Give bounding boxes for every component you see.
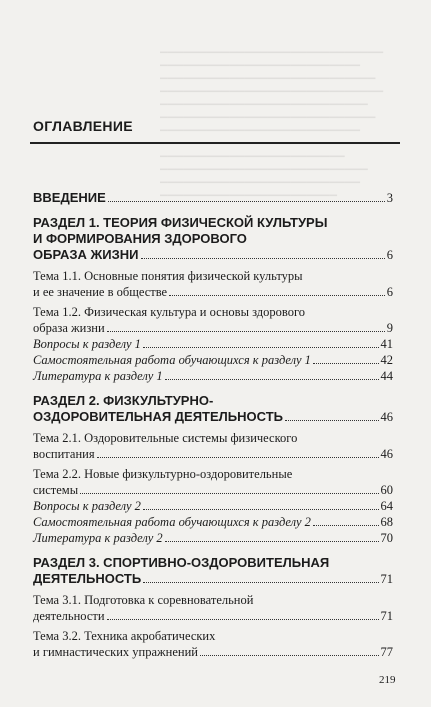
toc-entry — [33, 628, 393, 660]
toc-entry-page: 70 — [380, 531, 393, 545]
toc-entry-row — [33, 409, 393, 425]
toc-entry — [33, 352, 393, 368]
dot-leader — [143, 347, 379, 348]
toc-entry-title: ОЗДОРОВИТЕЛЬНАЯ ДЕЯТЕЛЬНОСТЬ — [33, 409, 283, 424]
toc-entry-title: и ее значение в обществе — [33, 285, 168, 299]
toc-entry-title: Литература к разделу 1 — [33, 369, 163, 383]
toc-entry-title: образа жизни — [33, 321, 105, 335]
toc-entry-row — [33, 571, 393, 587]
toc-entry-title: Самостоятельная работа обучающихся к разделу 1 — [33, 353, 311, 367]
toc-entry-line: Тема 2.1. Оздоровительные системы физического — [33, 431, 298, 445]
toc-entry-page: 71 — [380, 572, 393, 586]
toc-entry — [33, 268, 393, 300]
toc-entry-page: 68 — [380, 515, 393, 529]
toc-entry-line: И ФОРМИРОВАНИЯ ЗДОРОВОГО — [33, 231, 247, 246]
toc-entry-row — [33, 446, 393, 462]
toc-entry — [33, 368, 393, 384]
dot-leader — [169, 295, 385, 296]
toc-entry — [33, 466, 393, 498]
toc-entry-row — [33, 530, 393, 546]
toc-entry-line: РАЗДЕЛ 2. ФИЗКУЛЬТУРНО- — [33, 393, 214, 408]
toc-entry-page: 42 — [380, 353, 393, 367]
toc-entry-line: Тема 1.1. Основные понятия физической культуры — [33, 269, 303, 283]
toc-entry-line: Тема 1.2. Физическая культура и основы здорового — [33, 305, 306, 319]
toc-entry-row — [33, 608, 393, 624]
dot-leader — [143, 509, 379, 510]
toc-entry — [33, 514, 393, 530]
toc-entry — [33, 555, 393, 587]
toc-entry-page: 60 — [380, 483, 393, 497]
dot-leader — [165, 541, 379, 542]
toc-entry-title: Вопросы к разделу 2 — [33, 499, 141, 513]
toc-entry-line: Тема 2.2. Новые физкультурно-оздоровительные — [33, 467, 293, 481]
toc-entry-title: системы — [33, 483, 79, 497]
toc-entry-page: 9 — [386, 321, 393, 335]
toc-entry-page: 44 — [380, 369, 393, 383]
toc-entry-title: ОБРАЗА ЖИЗНИ — [33, 247, 139, 262]
show-through-text: ▔▔▔▔▔▔▔▔▔▔▔▔▔▔▔▔▔▔▔▔▔▔▔▔▔▔▔▔▔ ▔▔▔▔▔▔▔▔▔▔▔▔▔▔▔▔▔▔▔▔▔▔▔▔▔▔ ▔▔▔▔▔▔▔▔▔▔▔▔▔▔▔▔▔▔▔▔▔▔▔▔▔▔▔▔ ▔▔▔▔▔▔▔▔▔▔▔▔▔▔▔▔▔▔▔▔▔▔▔▔▔▔▔▔▔ ▔▔▔▔▔▔▔▔▔▔▔▔▔▔▔▔▔▔▔▔▔▔▔▔▔▔▔ ▔▔▔▔▔▔▔▔▔▔▔▔▔▔▔▔▔▔▔▔▔▔▔▔▔▔▔▔ ▔▔▔▔▔▔▔▔▔▔▔▔▔▔▔▔▔▔▔▔▔▔▔▔▔▔ ▔▔▔▔▔▔▔▔▔▔▔▔▔▔▔▔▔▔▔▔▔▔▔▔▔▔▔▔▔ ▔▔▔▔▔▔▔▔▔▔▔▔▔▔▔▔▔▔▔▔▔▔▔▔ ▔▔▔▔▔▔▔▔▔▔▔▔▔▔▔▔▔▔▔▔▔▔▔▔▔▔▔ ▔▔▔▔▔▔▔▔▔▔▔▔▔▔▔▔▔▔▔▔▔▔▔▔▔▔ ▔▔▔▔▔▔▔▔▔▔▔▔▔▔▔▔▔▔▔▔▔▔▔ — [160, 53, 384, 207]
toc-entry-title: ДЕЯТЕЛЬНОСТЬ — [33, 571, 142, 586]
dot-leader — [80, 493, 378, 494]
toc-entry-title: воспитания — [33, 447, 95, 461]
toc-entry-line: РАЗДЕЛ 1. ТЕОРИЯ ФИЗИЧЕСКОЙ КУЛЬТУРЫ — [33, 215, 328, 230]
toc-entry-row — [33, 284, 393, 300]
toc-entry-page: 64 — [380, 499, 393, 513]
toc-entry-row — [33, 352, 393, 368]
toc-entry-line: РАЗДЕЛ 3. СПОРТИВНО-ОЗДОРОВИТЕЛЬНАЯ — [33, 555, 330, 570]
dot-leader — [313, 363, 379, 364]
dot-leader — [313, 525, 379, 526]
dot-leader — [108, 201, 385, 202]
page-number: 219 — [379, 674, 396, 686]
toc-entry-page: 71 — [380, 609, 393, 623]
toc-entry-title: Самостоятельная работа обучающихся к разделу 2 — [33, 515, 311, 529]
page-title: ОГЛАВЛЕНИЕ — [33, 118, 133, 134]
toc-entry — [33, 592, 393, 624]
dot-leader — [107, 331, 385, 332]
toc-entry-page: 41 — [380, 337, 393, 351]
toc-entry-row — [33, 247, 393, 263]
dot-leader — [97, 457, 379, 458]
toc-entry-row — [33, 644, 393, 660]
toc-entry-row — [33, 190, 393, 206]
toc-entry-page: 6 — [386, 248, 393, 262]
dot-leader — [107, 619, 379, 620]
toc-entry-title: деятельности — [33, 609, 105, 623]
toc-entry-title: Вопросы к разделу 1 — [33, 337, 141, 351]
toc-entry — [33, 530, 393, 546]
title-rule — [30, 142, 400, 144]
toc-entry-line: Тема 3.2. Техника акробатических — [33, 629, 216, 643]
table-of-contents — [33, 190, 393, 660]
toc-entry-row — [33, 336, 393, 352]
toc-entry-title: и гимнастических упражнений — [33, 645, 198, 659]
dot-leader — [200, 655, 379, 656]
toc-entry-page: 46 — [380, 410, 393, 424]
dot-leader — [165, 379, 379, 380]
toc-entry-title: ВВЕДЕНИЕ — [33, 190, 106, 205]
dot-leader — [285, 420, 379, 421]
toc-entry — [33, 190, 393, 206]
toc-entry — [33, 336, 393, 352]
toc-entry-row — [33, 498, 393, 514]
toc-entry — [33, 215, 393, 263]
toc-entry — [33, 304, 393, 336]
toc-entry-title: Литература к разделу 2 — [33, 531, 163, 545]
toc-entry-page: 6 — [386, 285, 393, 299]
toc-entry-row — [33, 368, 393, 384]
toc-entry-page: 77 — [380, 645, 393, 659]
dot-leader — [143, 582, 378, 583]
toc-entry-page: 3 — [386, 191, 393, 205]
toc-entry-line: Тема 3.1. Подготовка к соревновательной — [33, 593, 254, 607]
toc-entry — [33, 430, 393, 462]
toc-entry-row — [33, 514, 393, 530]
dot-leader — [141, 258, 385, 259]
toc-entry-row — [33, 482, 393, 498]
toc-entry — [33, 498, 393, 514]
toc-entry-row — [33, 320, 393, 336]
toc-entry-page: 46 — [380, 447, 393, 461]
toc-entry — [33, 393, 393, 425]
